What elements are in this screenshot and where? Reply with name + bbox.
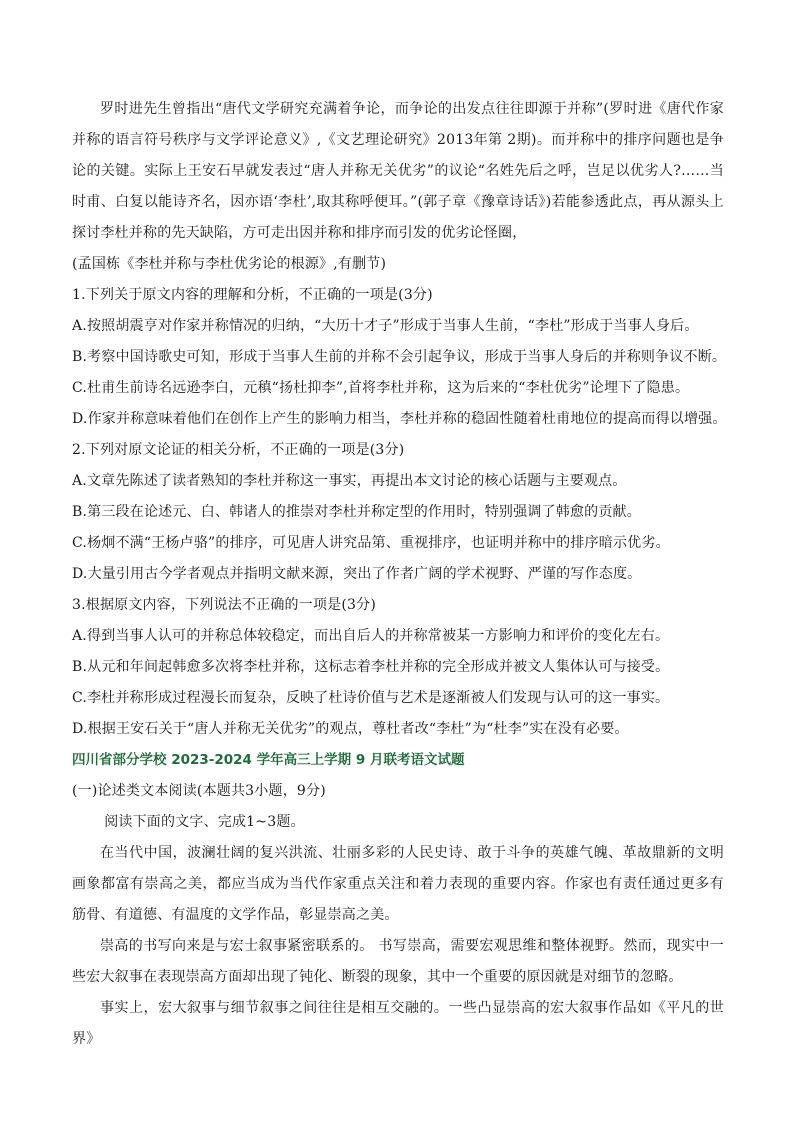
option-b: B.考察中国诗歌史可知，形成于当事人生前的并称不会引起争议，形成于当事人身后的并称则争议不断。 — [72, 349, 727, 365]
option-a: A.得到当事人认可的并称总体较稳定，而出自后人的并称常被某一方影响力和评价的变化左右。 — [72, 628, 670, 644]
section-heading: (一)论述类文本阅读(本题共3小题，9分) — [72, 783, 326, 799]
question-1 — [72, 280, 727, 435]
body-paragraph: 在当代中国，波澜壮阔的复兴洪流、壮丽多彩的人民史诗、敢于斗争的英雄气魄、革故鼎新的文明画象都富有崇高之美，都应当成为当代作家重点关注和着力表现的重要内容。作家也有责任通过更多有筋骨、有道德、有温度的文学作品，彰显崇高之美。 — [72, 845, 724, 923]
question-stem: 1.下列关于原文内容的理解和分析，不正确的一项是(3分) — [72, 287, 433, 303]
document-page — [72, 94, 727, 1055]
option-a: A.按照胡震亨对作家并称情况的归纳，“大历十才子”形成于当事人生前，“李杜”形成于当事人身后。 — [72, 318, 699, 334]
option-d: D.根据王安石关于“唐人并称无关优劣”的观点，尊杜者改“李杜”为“杜李”实在没有必要。 — [72, 721, 629, 737]
body-paragraph: 崇高的书写向来是与宏士叙事紧密联系的。 书写崇高，需要宏观思维和整体视野。然而，现实中一些宏大叙事在表现崇高方面却出现了钝化、断裂的现象，其中一个重要的原因就是对细节的忽略。 — [72, 938, 724, 985]
question-stem: 3.根据原文内容，下列说法不正确的一项是(3分) — [72, 597, 376, 613]
option-c: C.杨炯不满“王杨卢骆”的排序，可见唐人讲究品第、重视排序，也证明并称中的排序暗示优劣。 — [72, 535, 670, 551]
question-2 — [72, 435, 724, 590]
option-b: B.第三段在论述元、白、韩诸人的推崇对李杜并称定型的作用时，特别强调了韩愈的贡献。 — [72, 504, 641, 520]
question-3 — [72, 590, 724, 745]
exam-title: 四川省部分学校 2023-2024 学年高三上学期 9 月联考语文试题 — [72, 752, 465, 768]
option-b: B.从元和年间起韩愈多次将李杜并称，这标志着李杜并称的完全形成并被文人集体认可与接受。 — [72, 659, 670, 675]
body-paragraph: 事实上，宏大叙事与细节叙事之间往往是相互交融的。一些凸显崇高的宏大叙事作品如《平凡的世界》 — [72, 1000, 724, 1047]
option-c: C.李杜并称形成过程漫长而复杂，反映了杜诗价值与艺术是逐渐被人们发现与认可的这一事实。 — [72, 690, 670, 706]
passage-source: (孟国栋《李杜并称与李杜优劣论的根源》,有删节) — [72, 256, 387, 272]
question-stem: 2.下列对原文论证的相关分析，不正确的一项是(3分) — [72, 442, 405, 458]
option-d: D.大量引用古今学者观点并指明文献来源，突出了作者广阔的学术视野、严谨的写作态度。 — [72, 566, 642, 582]
option-a: A.文章先陈述了读者熟知的李杜并称这一事实，再提出本文讨论的核心话题与主要观点。 — [72, 473, 627, 489]
passage-paragraph: 罗时进先生曾指出“唐代文学研究充满着争论，而争论的出发点往往即源于并称”(罗时进《唐代作家并称的语言符号秩序与文学评论意义》,《文艺理论研究》2013年第 2期)。而并称中的排序问题也是争论的关键。实际上王安石早就发表过“唐人并称无关优劣”的议论“名姓先后之呼，岂足以优劣人?……当时甫、白复以能诗齐名，因亦语‘李杜’,取其称呼便耳。”(郭子章《豫章诗话》)若能参透此点，再从源头上探讨李杜并称的先天缺陷，方可走出因并称和排序而引发的优劣论怪圈， — [72, 101, 724, 241]
section-instruction: 阅读下面的文字、完成1~3题。 — [104, 814, 305, 830]
option-c: C.杜甫生前诗名远逊李白，元稹“扬杜抑李”,首将李杜并称，这为后来的“李杜优劣”论埋下了隐患。 — [72, 380, 690, 396]
option-d: D.作家并称意味着他们在创作上产生的影响力相当，李杜并称的稳固性随着杜甫地位的提高而得以增强。 — [72, 411, 727, 427]
